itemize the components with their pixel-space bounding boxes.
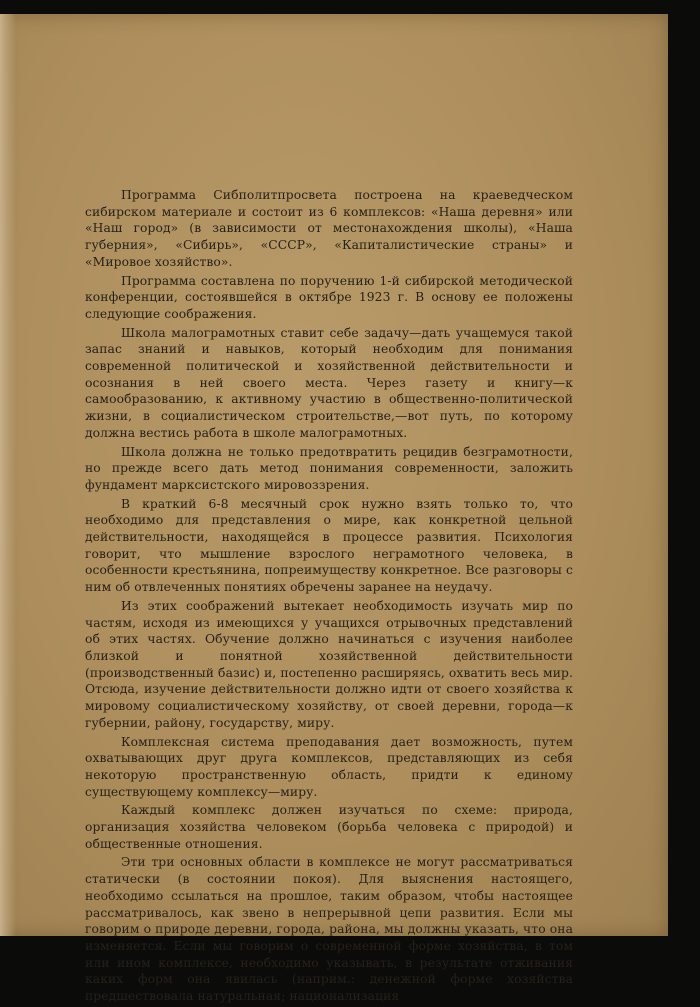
paper-page [0, 14, 668, 1004]
paragraph: Комплексная система преподавания дает возможность, путем охватывающих друг друга комплексов, представляющих из себя некоторую пространственную область, придти к единому существующему комплексу—миру. [85, 734, 573, 799]
paragraph: Эти три основных области в комплексе не могут рассматриваться статически (в состоянии покоя). Для выяснения настоящего, необходимо ссылаться на прошлое, таким образом, чтобы настоящее рассматривалось, как звено в непрерывной цепи развития. Если мы говорим о природе деревни, города, района, мы должны указать, что она изменяется. Если мы говорим о современной форме хозяйства, в том или ином комплексе, необходимо указывать, в результате отживания каких форм она явилась (наприм.: денежной форме хозяйства предшествовала натуральная; национализация [85, 855, 573, 1004]
paragraph: Школа малограмотных ставит себе задачу—дать учащемуся такой запас знаний и навыков, который необходим для понимания современной политической и хозяйственной действительности и осознания в ней своего места. Через газету и книгу—к самообразованию, к активному участию в общественно-политической жизни, в социалистическом строительстве,—вот путь, по которому должна вестись работа в школе малограмотных. [85, 325, 573, 440]
paragraph: Программа составлена по поручению 1-й сибирской методической конференции, состоявшейся в октябре 1923 г. В основу ее положены следующие соображения. [85, 273, 573, 321]
paragraph: В краткий 6-8 месячный срок нужно взять только то, что необходимо для представления о мире, как конкретной цельной действительности, находящейся в процессе развития. Психология говорит, что мышление взрослого неграмотного человека, в особенности крестьянина, попреимуществу конкретное. Все разговоры с ним об отвлеченных понятиях обречены заранее на неудачу. [85, 496, 573, 595]
paragraph: Каждый комплекс должен изучаться по схеме: природа, организация хозяйства человеком (борьба человека с природой) и общественные отношения. [85, 803, 573, 851]
body-text [85, 187, 573, 1007]
paragraph: Программа Сибполитпросвета построена на краеведческом сибирском материале и состоит из 6 комплексов: «Наша деревня» или «Наш город» (в зависимости от местонахождения школы), «Наша губерния», «Сибирь», «СССР», «Капиталистические страны» и «Мировое хозяйство». [85, 188, 573, 269]
paragraph: Школа должна не только предотвратить рецидив безграмотности, но прежде всего дать метод понимания современности, заложить фундамент марксистского мировоззрения. [85, 444, 573, 492]
paragraph: Из этих соображений вытекает необходимость изучать мир по частям, исходя из имеющихся у учащихся отрывочных представлений об этих частях. Обучение должно начинаться с изучения наиболее близкой и понятной хозяйственной действительности (производственный базис) и, постепенно расширяясь, охватить весь мир. Отсюда, изучение действительности должно идти от своего хозяйства к мировому социалистическому хозяйству, от своей деревни, города—к губернии, району, государству, миру. [85, 598, 573, 730]
